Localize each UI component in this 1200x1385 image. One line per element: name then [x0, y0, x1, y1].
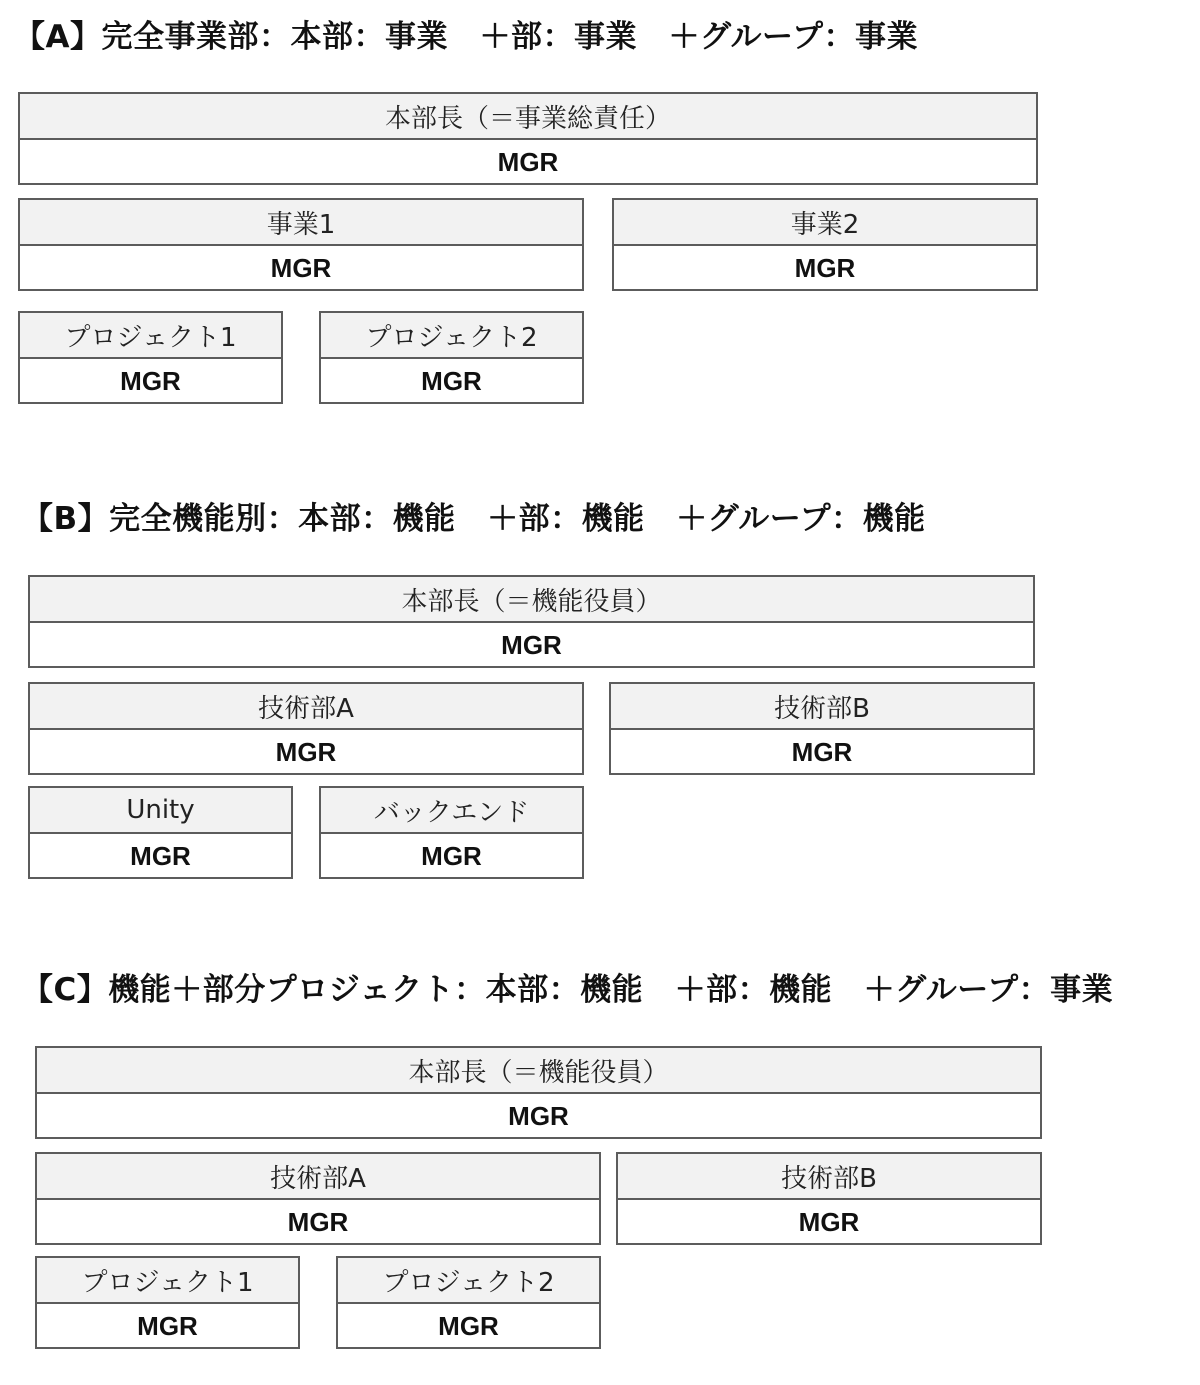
- org-box-label: プロジェクト1: [37, 1258, 298, 1304]
- section-a-heading: 【A】完全事業部：本部：事業 ＋部：事業 ＋グループ：事業: [14, 19, 919, 55]
- section-a-head-box: [18, 92, 1038, 185]
- org-box-label: 本部長（＝機能役員）: [37, 1048, 1040, 1094]
- org-box-label: プロジェクト2: [338, 1258, 599, 1304]
- org-box-label: 事業2: [614, 200, 1036, 246]
- section-c-heading: 【C】機能＋部分プロジェクト：本部：機能 ＋部：機能 ＋グループ：事業: [22, 972, 1114, 1008]
- org-box-role: MGR: [130, 840, 191, 871]
- org-box-role: MGR: [791, 736, 853, 767]
- section-b-heading: 【B】完全機能別：本部：機能 ＋部：機能 ＋グループ：機能: [22, 501, 926, 537]
- section-b-head-box: [28, 575, 1035, 668]
- section-c-division-1: [35, 1152, 601, 1245]
- section-b-group-2: [319, 786, 584, 879]
- section-b-group-1: [28, 786, 293, 879]
- org-box-role: MGR: [270, 252, 332, 283]
- section-c-head-box: [35, 1046, 1042, 1139]
- org-box-role: MGR: [501, 629, 562, 660]
- org-box-role: MGR: [794, 252, 856, 283]
- section-a-division-1: [18, 198, 584, 291]
- org-box-label: 本部長（＝事業総責任）: [20, 94, 1036, 140]
- org-box-role: MGR: [421, 840, 482, 871]
- org-box-label: 本部長（＝機能役員）: [30, 577, 1033, 623]
- org-box-label: Unity: [30, 788, 291, 834]
- section-b-division-1: [28, 682, 584, 775]
- org-box-label: 技術部B: [611, 684, 1033, 730]
- org-box-role: MGR: [137, 1310, 198, 1341]
- org-box-label: バックエンド: [321, 788, 582, 834]
- section-c-division-2: [616, 1152, 1042, 1245]
- org-box-label: プロジェクト1: [20, 313, 281, 359]
- section-c-group-1: [35, 1256, 300, 1349]
- org-box-role: MGR: [798, 1206, 860, 1237]
- org-box-role: MGR: [421, 365, 482, 396]
- org-box-role: MGR: [120, 365, 181, 396]
- section-b-division-2: [609, 682, 1035, 775]
- org-box-label: プロジェクト2: [321, 313, 582, 359]
- org-box-label: 技術部A: [37, 1154, 599, 1200]
- section-a-group-1: [18, 311, 283, 404]
- org-box-label: 技術部B: [618, 1154, 1040, 1200]
- org-box-label: 技術部A: [30, 684, 582, 730]
- org-box-role: MGR: [287, 1206, 349, 1237]
- section-a-group-2: [319, 311, 584, 404]
- org-box-role: MGR: [438, 1310, 499, 1341]
- org-box-label: 事業1: [20, 200, 582, 246]
- section-a-division-2: [612, 198, 1038, 291]
- org-box-role: MGR: [497, 146, 559, 177]
- org-box-role: MGR: [275, 736, 337, 767]
- section-c-group-2: [336, 1256, 601, 1349]
- org-box-role: MGR: [508, 1100, 569, 1131]
